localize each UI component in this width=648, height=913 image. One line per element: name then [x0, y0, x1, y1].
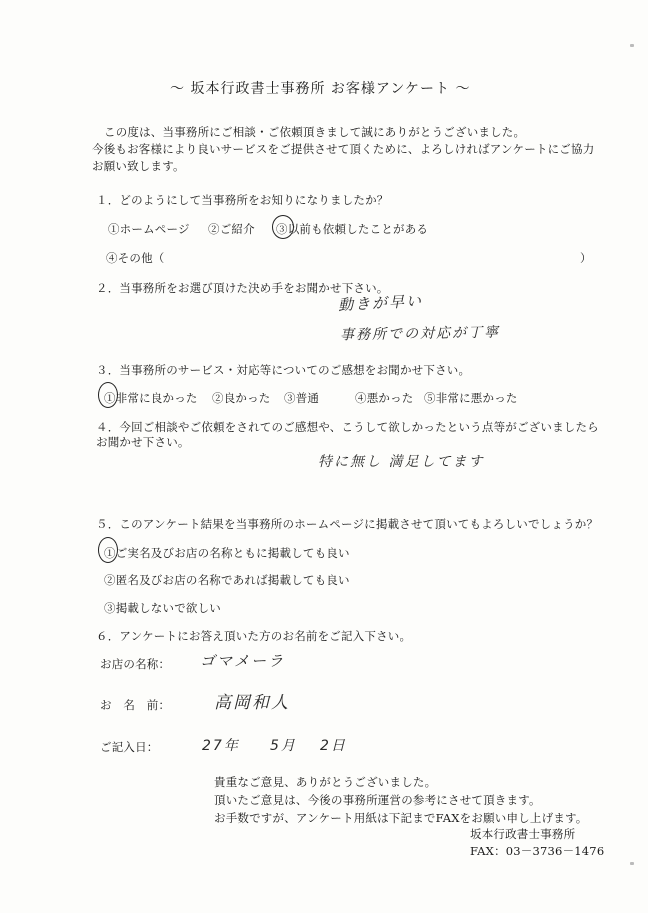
- date-day: 2日: [320, 738, 347, 754]
- q5-option[interactable]: ③掲載しないで欲しい: [104, 601, 221, 615]
- customer-name-label: お 名 前：: [100, 698, 171, 712]
- shop-name-label: お店の名称：: [100, 657, 171, 671]
- q2-handwritten-answer: 動きが早い: [337, 291, 424, 315]
- office-name: 坂本行政書士事務所: [470, 827, 576, 841]
- q4-question: お聞かせ下さい。: [96, 435, 190, 449]
- shop-name-value: ゴマメーラ: [200, 652, 286, 670]
- q5-question: ５．このアンケート結果を当事務所のホームページに掲載させて頂いてもよろしいでしょうか？: [96, 517, 599, 531]
- q4-question: ４．今回ご相談やご依頼をされてのご感想や、こうして欲しかったという点等がございましたら: [96, 420, 599, 434]
- intro-line: この度は、当事務所にご相談・ご依頼頂きまして誠にありがとうございました。: [104, 125, 526, 139]
- q3-option[interactable]: ③普通: [284, 391, 320, 405]
- q5-option[interactable]: ①ご実名及びお店の名称ともに掲載しても良い: [104, 546, 350, 560]
- selection-circle-mark: [272, 215, 294, 239]
- intro-line: お願い致します。: [92, 159, 185, 173]
- date-month: 5月: [270, 738, 297, 754]
- q1-option[interactable]: ③以前も依頼したことがある: [276, 222, 429, 236]
- q3-option[interactable]: ①非常に良かった: [104, 391, 198, 405]
- date-label: ご記入日：: [100, 740, 159, 754]
- selection-circle-mark: [98, 537, 118, 563]
- date-year: 27年: [202, 738, 240, 754]
- q5-option[interactable]: ②匿名及びお店の名称であれば掲載しても良い: [104, 573, 350, 587]
- q2-handwritten-answer: 事務所での対応が丁寧: [339, 324, 501, 344]
- q4-handwritten-answer: 特に無し 満足してます: [318, 454, 485, 470]
- q1-question: １．どのようにして当事務所をお知りになりましたか？: [96, 193, 389, 207]
- closing-line: お手数ですが、アンケート用紙は下記までFAXをお願い申し上げます。: [214, 811, 588, 825]
- closing-line: 貴重なご意見、ありがとうございました。: [214, 775, 437, 789]
- q6-question: ６．アンケートにお答え頂いた方のお名前をご記入下さい。: [96, 629, 412, 643]
- q1-other-label[interactable]: ④その他（: [106, 251, 165, 265]
- customer-name-value: 高岡和人: [214, 693, 290, 713]
- fax-number: FAX：03－3736－1476: [470, 844, 605, 858]
- q3-option[interactable]: ⑤非常に悪かった: [424, 391, 518, 405]
- q2-question: ２．当事務所をお選び頂けた決め手をお聞かせ下さい。: [96, 281, 389, 295]
- q3-question: ３．当事務所のサービス・対応等についてのご感想をお聞かせ下さい。: [96, 363, 471, 377]
- q3-option[interactable]: ②良かった: [212, 391, 271, 405]
- closing-line: 頂いたご意見は、今後の事務所運営の参考にさせて頂きます。: [214, 793, 541, 807]
- q1-other-close: ）: [580, 251, 592, 265]
- scan-mark: [630, 862, 634, 865]
- q1-option[interactable]: ②ご紹介: [208, 222, 255, 236]
- q1-option[interactable]: ①ホームページ: [108, 222, 190, 236]
- q3-option[interactable]: ④悪かった: [355, 391, 414, 405]
- selection-circle-mark: [98, 382, 118, 408]
- scan-mark: [630, 44, 634, 47]
- intro-line: 今後もお客様により良いサービスをご提供させて頂くために、よろしければアンケートにご協力: [92, 142, 595, 156]
- page-title: ～ 坂本行政書士事務所 お客様アンケート ～: [170, 81, 471, 97]
